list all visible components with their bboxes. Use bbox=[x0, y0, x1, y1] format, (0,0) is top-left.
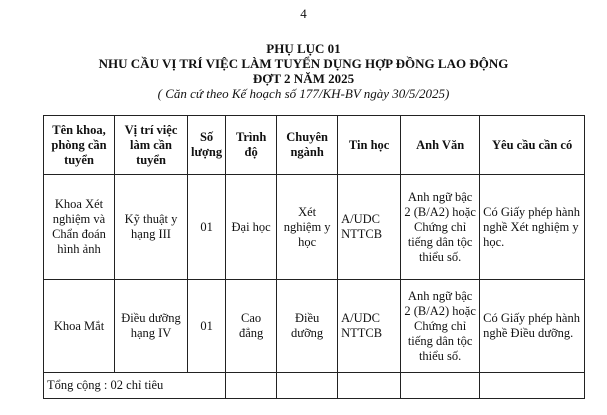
cell-major: Điều dưỡng bbox=[277, 280, 338, 373]
table-row bbox=[44, 280, 585, 373]
document-subtitle: ( Căn cứ theo Kế hoạch số 177/KH-BV ngày 30/5/2025) bbox=[157, 86, 450, 101]
cell-quantity: 01 bbox=[188, 175, 226, 280]
cell-requirements: Có Giấy phép hành nghề Xét nghiệm y học. bbox=[480, 175, 585, 280]
cell-english: Anh ngữ bậc 2 (B/A2) hoặc Chứng chỉ tiếng dân tộc thiểu số. bbox=[401, 280, 480, 373]
appendix-title: PHỤ LỤC 01 bbox=[266, 41, 341, 56]
header-position: Vị trí việc làm cần tuyển bbox=[115, 116, 188, 175]
cell-degree: Cao đẳng bbox=[226, 280, 277, 373]
cell-quantity: 01 bbox=[188, 280, 226, 373]
recruitment-table bbox=[43, 115, 585, 399]
table-header-row bbox=[44, 116, 585, 175]
cell-it-skill: A/UDC NTTCB bbox=[338, 175, 401, 280]
header-department: Tên khoa, phòng cần tuyển bbox=[44, 116, 115, 175]
header-major: Chuyên ngành bbox=[277, 116, 338, 175]
cell-english: Anh ngữ bậc 2 (B/A2) hoặc Chứng chỉ tiếng dân tộc thiểu số. bbox=[401, 175, 480, 280]
header-degree: Trình độ bbox=[226, 116, 277, 175]
round-title: ĐỢT 2 NĂM 2025 bbox=[252, 71, 355, 86]
cell-department: Khoa Mắt bbox=[44, 280, 115, 373]
cell-position: Kỹ thuật y hạng III bbox=[115, 175, 188, 280]
header-it-skill: Tin học bbox=[338, 116, 401, 175]
page-number: 4 bbox=[300, 6, 307, 21]
header-requirements: Yêu cầu cần có bbox=[480, 116, 585, 175]
total-label: Tổng cộng : 02 chỉ tiêu bbox=[44, 373, 226, 399]
cell-position: Điều dưỡng hạng IV bbox=[115, 280, 188, 373]
cell-requirements: Có Giấy phép hành nghề Điều dưỡng. bbox=[480, 280, 585, 373]
table-total-row bbox=[44, 373, 585, 399]
cell-it-skill: A/UDC NTTCB bbox=[338, 280, 401, 373]
header-quantity: Số lượng bbox=[188, 116, 226, 175]
cell-department: Khoa Xét nghiệm và Chẩn đoán hình ảnh bbox=[44, 175, 115, 280]
table-row bbox=[44, 175, 585, 280]
header-english: Anh Văn bbox=[401, 116, 480, 175]
document-title: NHU CẦU VỊ TRÍ VIỆC LÀM TUYỂN DỤNG HỢP ĐỒNG LAO ĐỘNG bbox=[98, 56, 509, 71]
cell-major: Xét nghiệm y học bbox=[277, 175, 338, 280]
cell-degree: Đại học bbox=[226, 175, 277, 280]
